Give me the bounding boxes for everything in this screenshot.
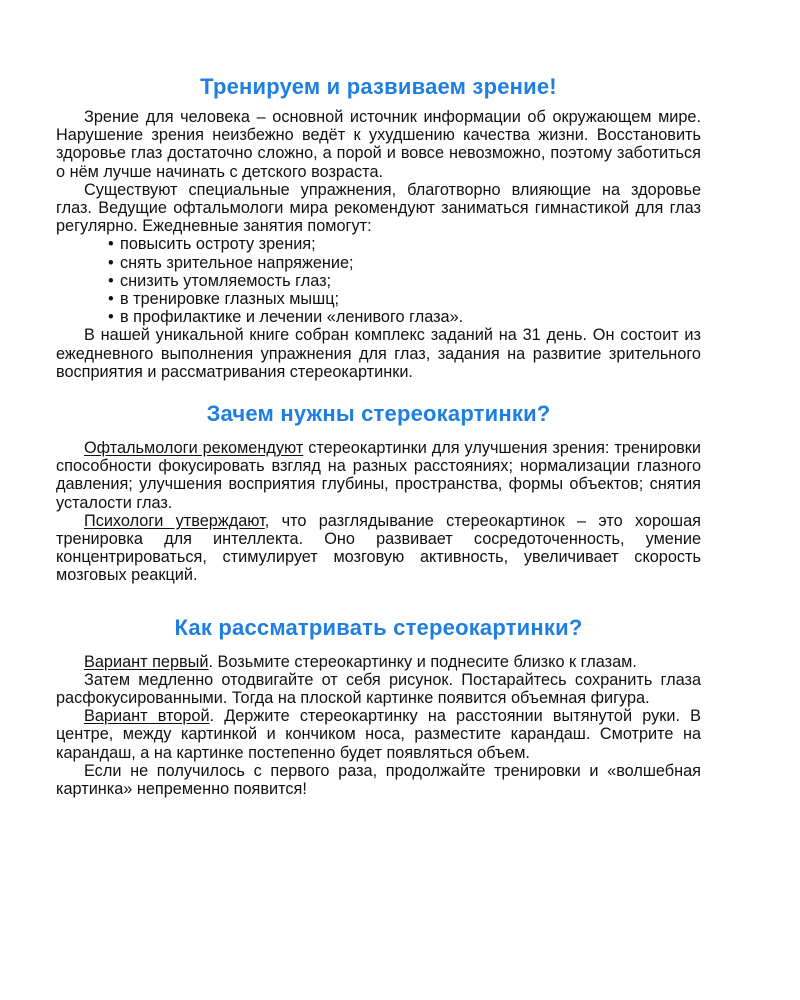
bullet-icon: • [108,290,114,309]
paragraph-ophthalmologists: Офтальмологи рекомендуют стереокартинки для улучшения зрения: тренировки способности фокусировать взгляд на разных расстояниях; нормализации глазного давления; улучшения восприятия глубины, пространства, формы объектов; снятия усталости глаз. [56,439,701,512]
list-item: • повысить остроту зрения; [108,235,316,254]
paragraph-exercises: Существуют специальные упражнения, благотворно влияющие на здоровье глаз. Ведущие офтальмологи мира рекомендуют заниматься гимнастикой для глаз регулярно. Ежедневные занятия помогут: [56,180,701,236]
paragraph-intro: Зрение для человека – основной источник информации об окружающем мире. Нарушение зрения неизбежно ведёт к ухудшению качества жизни. Восстановить здоровье глаз достаточно сложно, а порой и вовсе невозможно, поэтому заботиться о нём лучше начинать с детского возраста. [56,108,701,181]
heading-how-to-view: Как рассматривать стереокартинки? [174,614,583,640]
paragraph-variant-two: Вариант второй. Держите стереокартинку на расстоянии вытянутой руки. В центре, между картинкой и кончиком носа, разместите карандаш. Смотрите на карандаш, а на картинке постепенно будет появляться объем. [56,707,701,762]
benefits-list [56,235,701,326]
list-item: • снизить утомляемость глаз; [108,271,332,290]
paragraph-book: В нашей уникальной книге собран комплекс заданий на 31 день. Он состоит из ежедневного выполнения упражнения для глаз, задания на развитие зрительного восприятия и рассматривания стереокартинки. [56,326,701,381]
list-item: • снять зрительное напряжение; [108,253,354,272]
lead-variant-two: Вариант второй [84,707,210,726]
bullet-icon: • [108,253,114,272]
bullet-icon: • [108,235,114,254]
lead-ophthalmologists: Офтальмологи рекомендуют [84,439,304,458]
list-item: • в тренировке глазных мышц; [108,290,340,309]
bullet-icon: • [108,271,114,290]
heading-why-stereo: Зачем нужны стереокартинки? [206,401,551,427]
bullet-icon: • [108,308,114,327]
article [56,74,701,798]
paragraph-variant-one: Вариант первый. Возьмите стереокартинку и поднесите близко к глазам. [84,652,637,671]
list-item: • в профилактике и лечении «ленивого глаза». [108,308,464,327]
lead-psychologists: Психологи утверждают [84,511,265,530]
paragraph-move-away: Затем медленно отодвигайте от себя рисунок. Постарайтесь сохранить глаза расфокусированными. Тогда на плоской картинке появится объемная фигура. [56,670,701,708]
lead-variant-one: Вариант первый [84,652,209,671]
paragraph-keep-trying: Если не получилось с первого раза, продолжайте тренировки и «волшебная картинка» непременно появится! [56,761,701,799]
paragraph-psychologists: Психологи утверждают, что разглядывание стереокартинок – это хорошая тренировка для интеллекта. Оно развивает сосредоточенность, умение концентрироваться, стимулирует мозговую активность, увеличивает скорость мозговых реакций. [56,511,701,585]
heading-train-vision: Тренируем и развиваем зрение! [200,74,557,99]
